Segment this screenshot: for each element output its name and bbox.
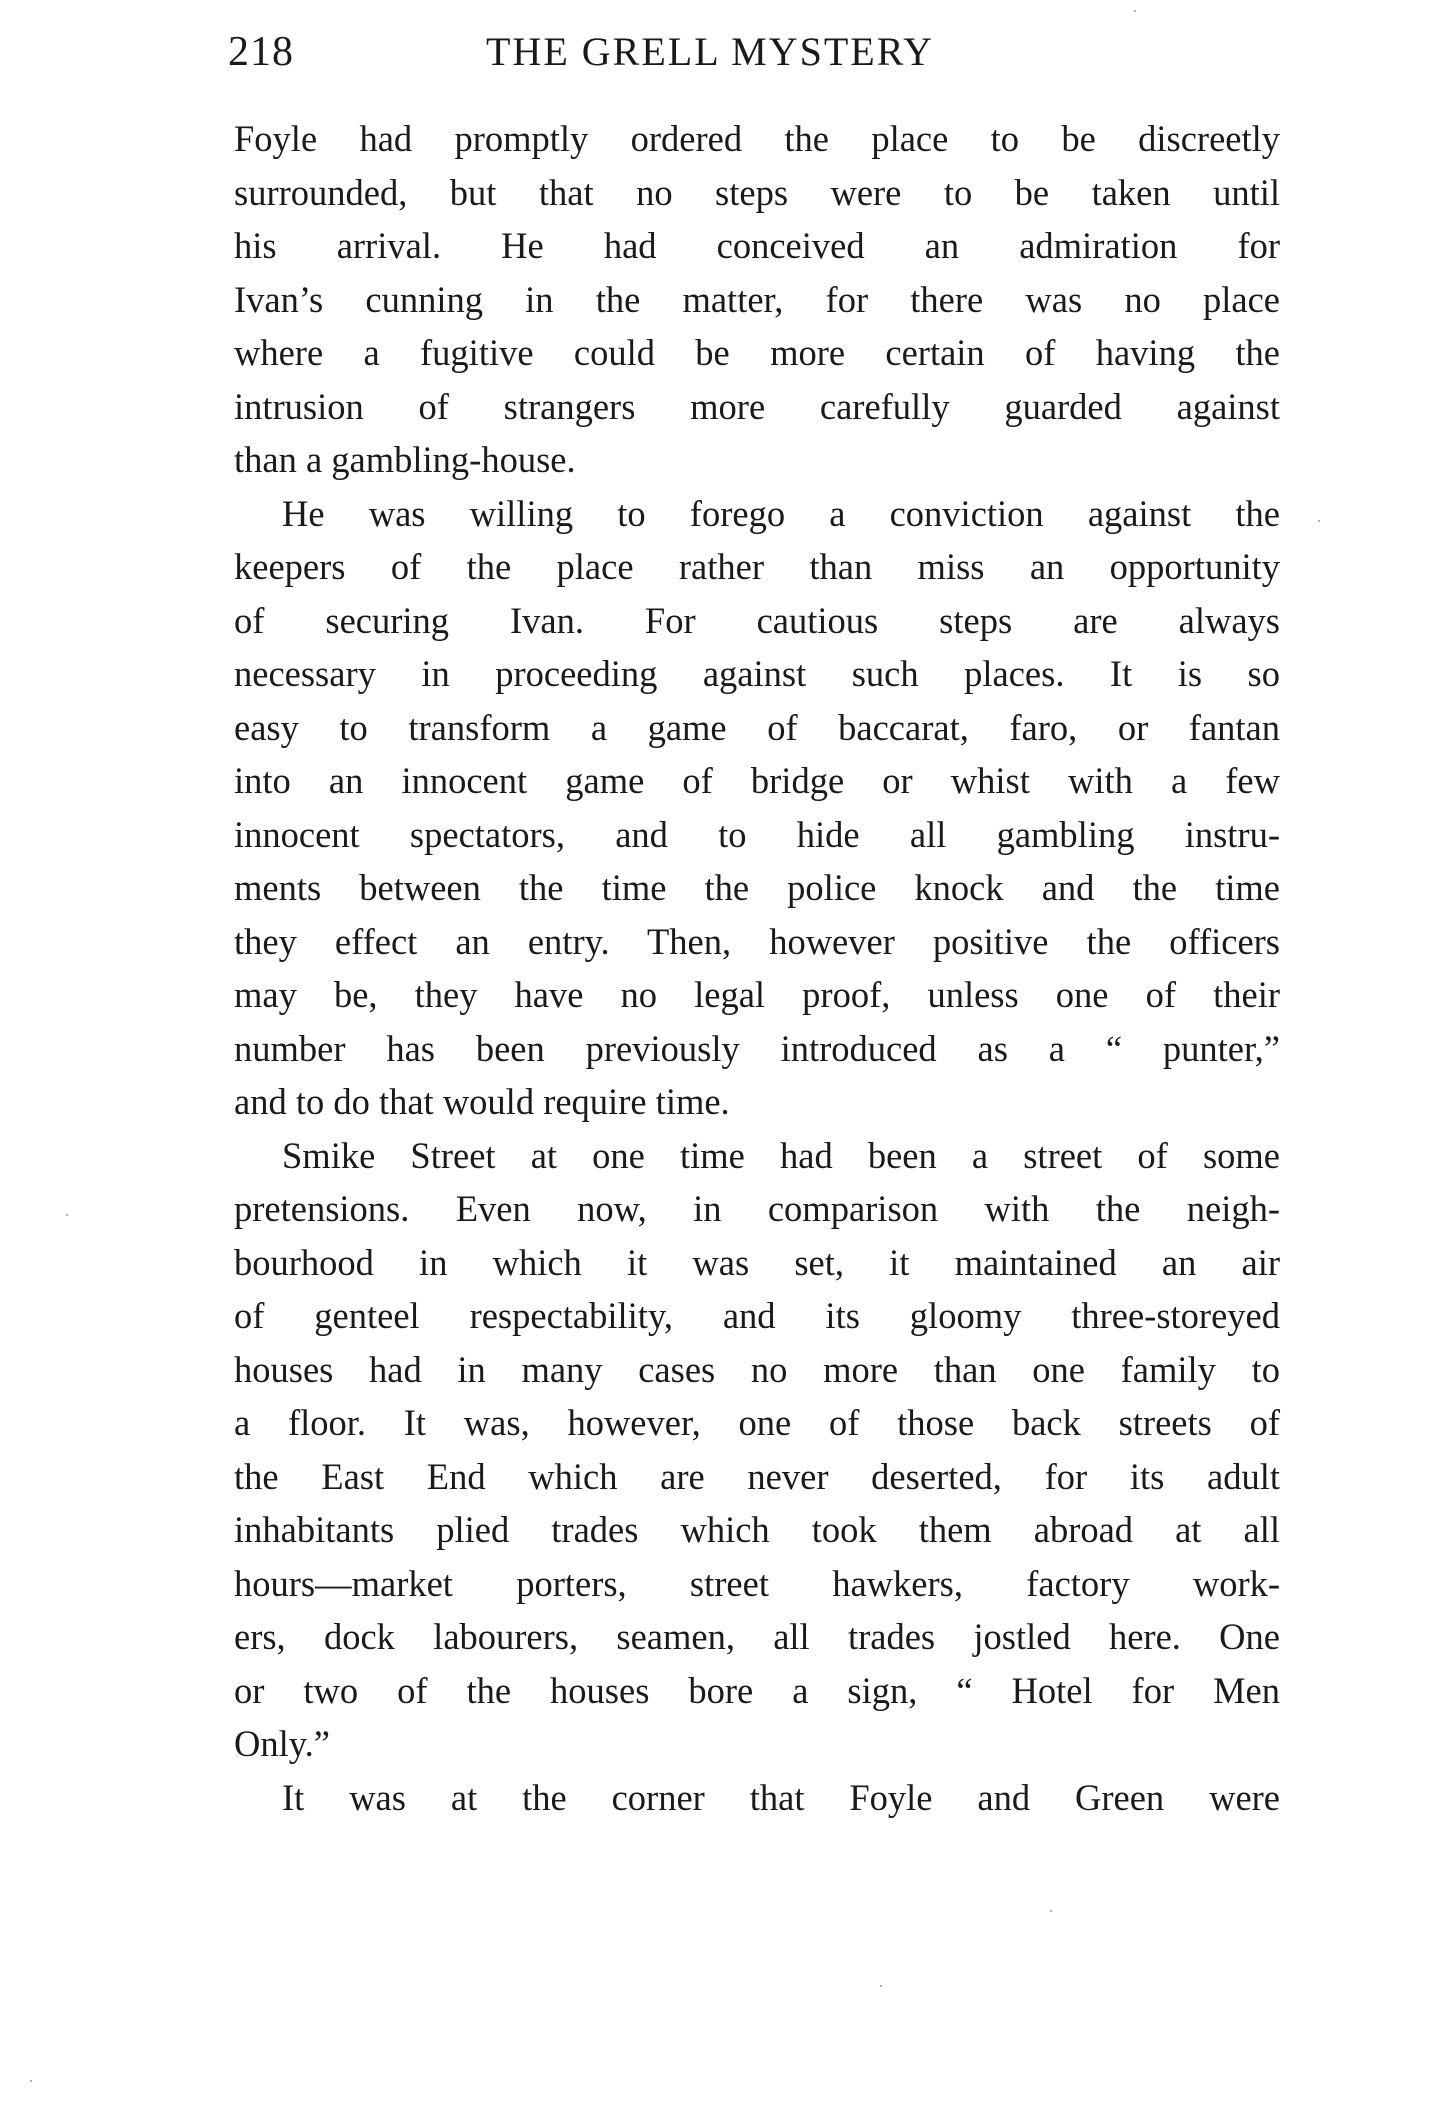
running-head	[228, 28, 1280, 88]
text-line: Only.”	[234, 1723, 330, 1764]
text-line: surrounded, but that no steps were to be taken until	[234, 171, 1280, 213]
paragraph	[234, 112, 1280, 487]
text-line: his arrival. He had conceived an admiration for	[234, 225, 1280, 266]
text-line: necessary in proceeding against such places. It is so	[234, 653, 1280, 694]
body-text	[234, 112, 1280, 1824]
page-number: 218	[228, 29, 294, 75]
scan-speck	[30, 2080, 32, 2082]
text-line: the East End which are never deserted, for its adult	[234, 1455, 1280, 1497]
text-line: where a fugitive could be more certain of having the	[234, 332, 1280, 373]
text-line: ments between the time the police knock and the time	[234, 867, 1280, 908]
text-line: than a gambling-house.	[234, 439, 576, 480]
text-line: innocent spectators, and to hide all gambling instru-	[234, 813, 1280, 855]
paragraph	[234, 487, 1280, 1129]
running-title: THE GRELL MYSTERY	[486, 29, 935, 74]
scan-speck	[1318, 520, 1320, 522]
text-line: inhabitants plied trades which took them abroad at all	[234, 1509, 1280, 1550]
text-line: houses had in many cases no more than one family to	[234, 1348, 1280, 1390]
text-line: hours—market porters, street hawkers, factory work-	[234, 1562, 1280, 1604]
text-line: keepers of the place rather than miss an opportunity	[234, 546, 1280, 587]
paragraph	[234, 1129, 1280, 1771]
text-line: may be, they have no legal proof, unless one of their	[234, 974, 1280, 1015]
scan-speck	[1050, 1910, 1052, 1912]
text-line: a floor. It was, however, one of those back streets of	[234, 1402, 1280, 1443]
scan-speck	[66, 1214, 68, 1216]
text-line: they effect an entry. Then, however positive the officers	[234, 920, 1280, 962]
text-line: and to do that would require time.	[234, 1081, 730, 1122]
text-line: Smike Street at one time had been a street of some	[282, 1134, 1280, 1176]
text-line: He was willing to forego a conviction against the	[282, 492, 1280, 534]
scan-speck	[1134, 10, 1136, 12]
paragraph	[234, 1771, 1280, 1825]
text-line: of genteel respectability, and its gloomy three-storeyed	[234, 1295, 1280, 1336]
text-line: or two of the houses bore a sign, “ Hotel for Men	[234, 1669, 1280, 1711]
text-line: Foyle had promptly ordered the place to be discreetly	[234, 118, 1280, 159]
text-line: pretensions. Even now, in comparison with the neigh-	[234, 1188, 1280, 1229]
text-line: easy to transform a game of baccarat, faro, or fantan	[234, 706, 1280, 748]
text-line: of securing Ivan. For cautious steps are always	[234, 599, 1280, 641]
text-line: intrusion of strangers more carefully guarded against	[234, 385, 1280, 427]
text-line: into an innocent game of bridge or whist with a few	[234, 760, 1280, 801]
text-line: number has been previously introduced as a “ punter,”	[234, 1027, 1280, 1069]
scan-speck	[880, 1985, 882, 1987]
text-line: ers, dock labourers, seamen, all trades jostled here. One	[234, 1616, 1280, 1657]
text-line: It was at the corner that Foyle and Green were	[282, 1776, 1280, 1818]
text-line: Ivan’s cunning in the matter, for there was no place	[234, 278, 1280, 320]
text-line: bourhood in which it was set, it maintained an air	[234, 1241, 1280, 1283]
